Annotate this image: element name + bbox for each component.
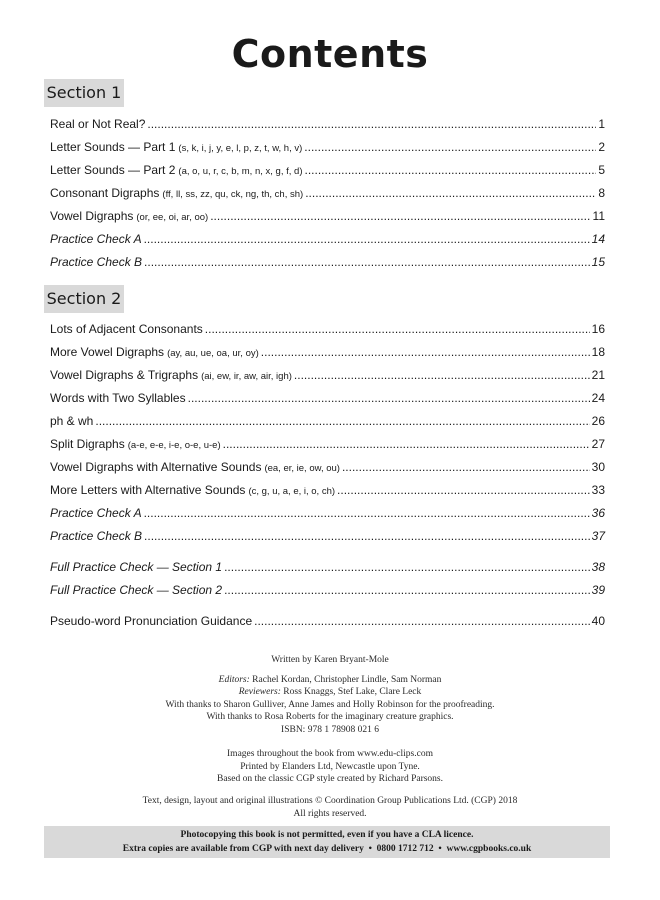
toc-entry-title: Vowel Digraphs with Alternative Sounds <box>50 460 262 474</box>
dot-leader <box>342 456 590 479</box>
dot-leader <box>210 205 590 228</box>
toc-entry <box>50 525 605 548</box>
based-on-line: Based on the classic CGP style created by Richard Parsons. <box>216 774 443 784</box>
toc-entry <box>50 113 605 136</box>
toc-entry-title: Real or Not Real? <box>50 117 146 131</box>
dot-leader <box>304 159 596 182</box>
dot-leader <box>95 410 589 433</box>
reviewers-label: Reviewers: <box>238 687 281 697</box>
toc-entry-letters: (c, g, u, a, e, i, o, ch) <box>248 486 336 497</box>
toc-entry-title: Practice Check A <box>50 232 142 246</box>
toc-entry <box>50 479 605 502</box>
toc-entry <box>50 579 605 602</box>
section-2-toc <box>50 318 605 548</box>
dot-leader <box>294 364 590 387</box>
toc-entry-page: 2 <box>598 140 605 154</box>
toc-entry-title: Practice Check B <box>50 529 143 543</box>
toc-entry-title: Vowel Digraphs <box>50 209 134 223</box>
toc-entry-title: Full Practice Check — Section 2 <box>50 583 223 597</box>
toc-entry <box>50 205 605 228</box>
toc-entry <box>50 251 605 274</box>
toc-entry-title: More Vowel Digraphs <box>50 345 165 359</box>
credits-block-3 <box>0 795 660 820</box>
toc-entry-page: 16 <box>591 322 605 336</box>
dot-leader <box>144 502 590 525</box>
toc-entry-page: 5 <box>598 163 605 177</box>
toc-entry-letters: (a-e, e-e, i-e, o-e, u-e) <box>127 440 221 451</box>
toc-entry-title: Vowel Digraphs & Trigraphs <box>50 368 199 382</box>
toc-entry-title: Letter Sounds — Part 1 <box>50 140 176 154</box>
footer-banner <box>44 826 610 858</box>
footer-line-2: Extra copies are available from CGP with next day delivery • 0800 1712 712 • www.cgpbooks.co.uk <box>122 844 532 854</box>
toc-entry <box>50 228 605 251</box>
dot-leader <box>337 479 590 502</box>
section-1-toc <box>50 113 605 274</box>
dot-leader <box>224 579 590 602</box>
toc-entry <box>50 136 605 159</box>
dot-leader <box>305 182 596 205</box>
toc-entry-page: 14 <box>591 232 605 246</box>
toc-entry-letters: (ea, er, ie, ow, ou) <box>264 463 340 474</box>
toc-entry <box>50 433 605 456</box>
toc-entry <box>50 387 605 410</box>
toc-entry-title: Consonant Digraphs <box>50 186 160 200</box>
dot-leader <box>223 433 590 456</box>
page-title: Contents <box>231 32 429 76</box>
toc-entry <box>50 456 605 479</box>
toc-entry-page: 27 <box>591 437 605 451</box>
toc-entry <box>50 364 605 387</box>
toc-entry-page: 38 <box>591 560 605 574</box>
thanks-proofreading: With thanks to Sharon Gulliver, Anne James and Holly Robinson for the proofreading. <box>165 699 495 710</box>
toc-entry-letters: (or, ee, oi, ar, oo) <box>136 212 209 223</box>
dot-leader <box>144 525 590 548</box>
toc-entry <box>50 159 605 182</box>
dot-leader <box>254 610 590 633</box>
toc-entry-letters: (s, k, i, j, y, e, l, p, z, t, w, h, v) <box>178 143 303 154</box>
toc-entry-page: 26 <box>591 414 605 428</box>
toc-entry-title: More Letters with Alternative Sounds <box>50 483 246 497</box>
rights-line: All rights reserved. <box>293 808 367 819</box>
toc-entry <box>50 318 605 341</box>
toc-entry-page: 37 <box>591 529 605 543</box>
thanks-graphics: With thanks to Rosa Roberts for the imaginary creature graphics. <box>206 712 454 722</box>
dot-leader <box>147 113 596 136</box>
copyright-line: Text, design, layout and original illustrations © Coordination Group Publications Ltd. (CGP) 2018 <box>142 796 518 806</box>
toc-entry <box>50 410 605 433</box>
toc-entry-page: 1 <box>598 117 605 131</box>
dot-leader <box>205 318 590 341</box>
dot-leader <box>144 228 590 251</box>
dot-leader <box>188 387 590 410</box>
toc-entry-title: Words with Two Syllables <box>50 391 186 405</box>
editors-line <box>0 674 660 687</box>
toc-entry-page: 30 <box>591 460 605 474</box>
toc-entry-title: Split Digraphs <box>50 437 125 451</box>
toc-entry-title: Practice Check A <box>50 506 142 520</box>
dot-leader <box>224 556 590 579</box>
section-1-label: Section 1 <box>44 79 124 107</box>
reviewers-names: Ross Knaggs, Stef Lake, Clare Leck <box>283 687 422 697</box>
guidance-toc <box>50 610 605 633</box>
toc-entry-title: Letter Sounds — Part 2 <box>50 163 176 177</box>
toc-entry-page: 18 <box>591 345 605 359</box>
toc-entry-page: 36 <box>591 506 605 520</box>
toc-entry-title: ph & wh <box>50 414 94 428</box>
toc-entry-page: 24 <box>591 391 605 405</box>
toc-entry-page: 33 <box>591 483 605 497</box>
section-2-label: Section 2 <box>44 285 124 313</box>
toc-entry-page: 21 <box>591 368 605 382</box>
toc-entry-page: 11 <box>592 209 605 223</box>
toc-entry <box>50 182 605 205</box>
toc-entry-page: 40 <box>591 614 605 628</box>
credits-block-2 <box>0 748 660 786</box>
toc-entry-page: 15 <box>591 255 605 269</box>
toc-entry-letters: (ai, ew, ir, aw, air, igh) <box>201 371 292 382</box>
toc-entry-letters: (ff, ll, ss, zz, qu, ck, ng, th, ch, sh) <box>162 189 304 200</box>
toc-entry-title: Lots of Adjacent Consonants <box>50 322 203 336</box>
dot-leader <box>144 251 590 274</box>
footer-line-1: Photocopying this book is not permitted, even if you have a CLA licence. <box>180 830 474 840</box>
toc-entry <box>50 610 605 633</box>
printed-line: Printed by Elanders Ltd, Newcastle upon Tyne. <box>240 761 420 772</box>
reviewers-line <box>0 686 660 699</box>
toc-entry-page: 8 <box>598 186 605 200</box>
toc-entry-letters: (a, o, u, r, c, b, m, n, x, g, f, d) <box>178 166 303 177</box>
dot-leader <box>261 341 590 364</box>
isbn-line: ISBN: 978 1 78908 021 6 <box>281 724 379 735</box>
dot-leader <box>304 136 596 159</box>
toc-entry-title: Full Practice Check — Section 1 <box>50 560 223 574</box>
author-line: Written by Karen Bryant-Mole <box>271 655 389 665</box>
toc-entry <box>50 341 605 364</box>
editors-label: Editors: <box>218 674 250 685</box>
full-checks-toc <box>50 556 605 602</box>
images-line: Images throughout the book from www.edu-clips.com <box>227 749 433 759</box>
toc-entry-page: 39 <box>591 583 605 597</box>
toc-entry-letters: (ay, au, ue, oa, ur, oy) <box>167 348 259 359</box>
toc-entry-title: Pseudo-word Pronunciation Guidance <box>50 614 253 628</box>
credits-block-1 <box>0 654 660 736</box>
toc-entry <box>50 502 605 525</box>
toc-entry <box>50 556 605 579</box>
editors-names: Rachel Kordan, Christopher Lindle, Sam Norman <box>252 674 442 685</box>
toc-entry-title: Practice Check B <box>50 255 143 269</box>
